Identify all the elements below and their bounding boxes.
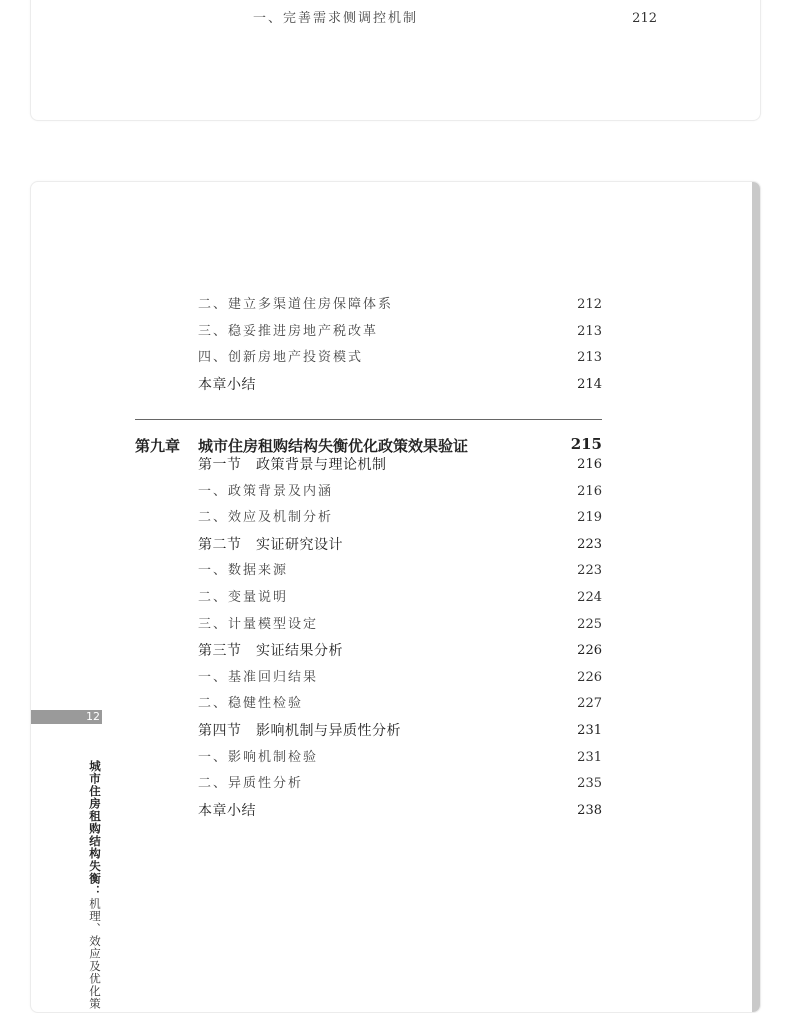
toc-row-page: 216 xyxy=(577,457,602,472)
toc-row-title: 第四节 影响机制与异质性分析 xyxy=(198,723,401,739)
running-book-title-main: 城市住房租购结构失衡： xyxy=(88,760,102,898)
toc-row-title: 一、数据来源 xyxy=(198,563,289,579)
page-edge-shadow xyxy=(752,182,760,1012)
toc-row-title: 第一节 政策背景与理论机制 xyxy=(198,457,387,473)
toc-row-page: 219 xyxy=(577,510,602,526)
toc-row-page: 235 xyxy=(577,776,602,792)
previous-page xyxy=(30,0,761,121)
toc-row-title: 一、政策背景及内涵 xyxy=(198,483,334,499)
running-book-title-sub: 机理、效应及优化策 xyxy=(88,897,102,1010)
toc-row-page: 224 xyxy=(577,590,602,605)
chapter-number: 第九章 xyxy=(135,437,181,455)
toc-row-title: 第二节 实证研究设计 xyxy=(198,536,343,553)
toc-row-title: 三、稳妥推进房地产税改革 xyxy=(198,323,379,339)
toc-row-title: 本章小结 xyxy=(198,802,256,819)
toc-row-title: 二、异质性分析 xyxy=(198,776,304,792)
toc-row-title: 四、创新房地产投资模式 xyxy=(198,350,364,366)
toc-row-title: 二、效应及机制分析 xyxy=(198,510,334,526)
toc-row-title: 二、建立多渠道住房保障体系 xyxy=(198,297,394,312)
toc-row-page: 216 xyxy=(577,483,602,499)
toc-row-page: 213 xyxy=(577,350,602,366)
toc-row-title: 一、完善需求侧调控机制 xyxy=(253,11,419,26)
toc-row-title: 一、影响机制检验 xyxy=(198,749,319,765)
toc-row-title: 第三节 实证结果分析 xyxy=(198,643,343,660)
toc-row-page: 212 xyxy=(577,297,602,312)
toc-row-page: 238 xyxy=(577,802,602,818)
chapter-title: 城市住房租购结构失衡优化政策效果验证 xyxy=(198,437,469,455)
toc-row-page: 214 xyxy=(577,376,602,392)
toc-row-page: 213 xyxy=(577,323,602,339)
toc-row-page: 223 xyxy=(577,563,602,579)
chapter-page: 215 xyxy=(570,435,602,453)
chapter-divider xyxy=(135,419,602,420)
toc-row-title: 二、变量说明 xyxy=(198,590,289,605)
toc-row-title: 一、基准回归结果 xyxy=(198,669,319,685)
toc-row-title: 三、计量模型设定 xyxy=(198,616,319,632)
toc-row-title: 二、稳健性检验 xyxy=(198,696,304,712)
toc-row-page: 226 xyxy=(577,643,602,659)
toc-row-page: 231 xyxy=(577,723,602,738)
toc-page xyxy=(30,181,761,1013)
toc-row-page: 225 xyxy=(577,616,602,632)
running-book-title xyxy=(88,760,102,1010)
toc-row-page: 227 xyxy=(577,696,602,712)
toc-row-page: 223 xyxy=(577,536,602,552)
toc-row-page: 231 xyxy=(577,749,602,765)
toc-row-page: 212 xyxy=(632,11,657,26)
toc-row-page: 226 xyxy=(577,669,602,685)
toc-row-title: 本章小结 xyxy=(198,376,256,393)
page-number-tab: 12 xyxy=(31,710,102,724)
